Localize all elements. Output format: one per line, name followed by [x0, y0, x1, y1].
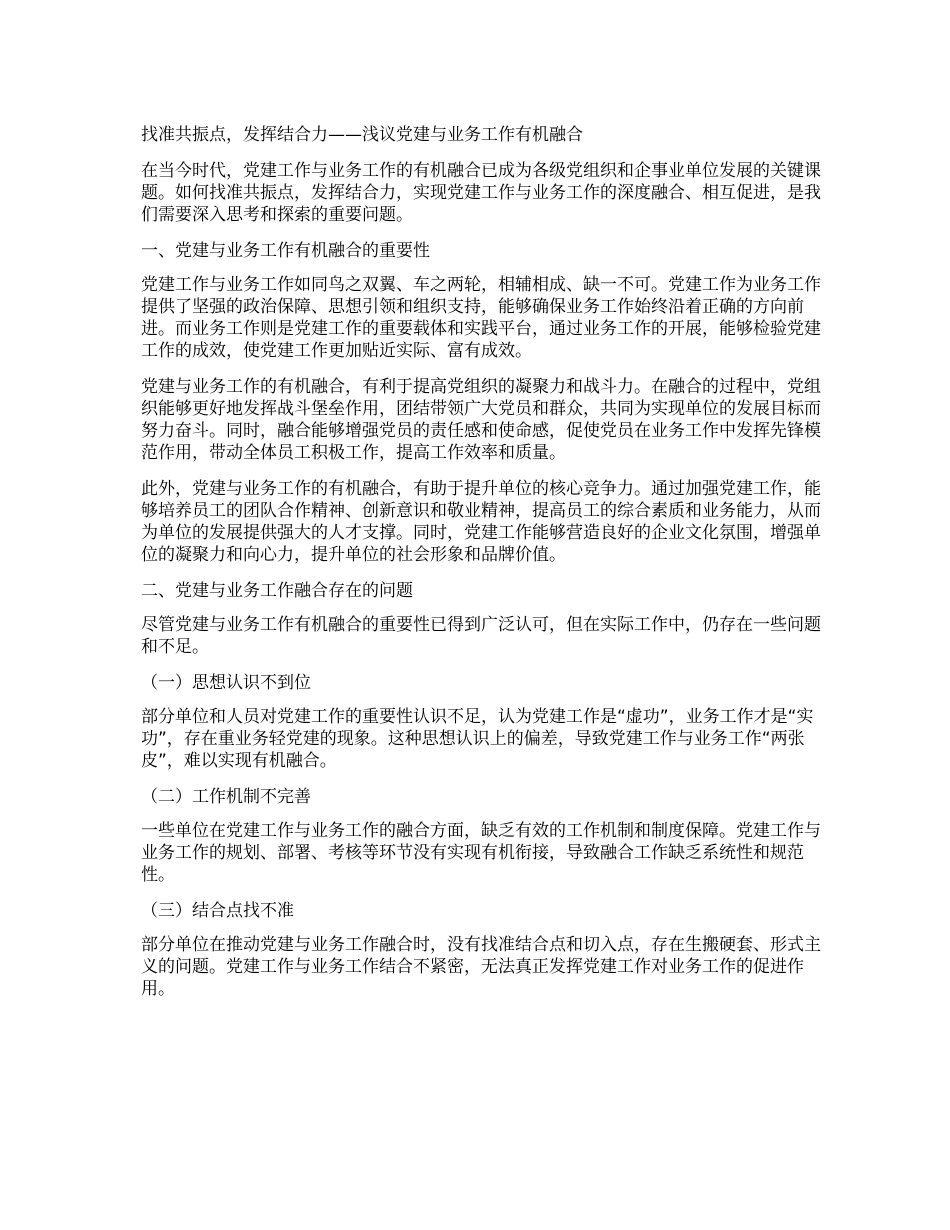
- subsection-1-paragraph: 部分单位和人员对党建工作的重要性认识不足，认为党建工作是“虚功”，业务工作才是“实功”，存在重业务轻党建的现象。这种思想认识上的偏差，导致党建工作与业务工作“两张皮”，难以实现有机融合。: [141, 707, 814, 771]
- subsection-heading-2: （二）工作机制不完善: [141, 787, 311, 807]
- subsection-3-paragraph: 部分单位在推动党建与业务工作融合时，没有找准结合点和切入点，存在生搬硬套、形式主义的问题。党建工作与业务工作结合不紧密，无法真正发挥党建工作对业务工作的促进作用。: [141, 935, 821, 999]
- section-1-paragraph-2: 党建与业务工作的有机融合，有利于提高党组织的凝聚力和战斗力。在融合的过程中，党组织能够更好地发挥战斗堡垒作用，团结带领广大党员和群众，共同为实现单位的发展目标而努力奋斗。同时，融合能够增强党员的责任感和使命感，促使党员在业务工作中发挥先锋模范作用，带动全体员工积极工作，提高工作效率和质量。: [141, 377, 821, 463]
- section-heading-2: 二、党建与业务工作融合存在的问题: [141, 581, 413, 601]
- subsection-2-paragraph: 一些单位在党建工作与业务工作的融合方面，缺乏有效的工作机制和制度保障。党建工作与业务工作的规划、部署、考核等环节没有实现有机衔接，导致融合工作缺乏系统性和规范性。: [141, 821, 821, 885]
- subsection-heading-3: （三）结合点找不准: [141, 901, 294, 921]
- section-1-paragraph-3: 此外，党建与业务工作的有机融合，有助于提升单位的核心竞争力。通过加强党建工作，能够培养员工的团队合作精神、创新意识和敬业精神，提高员工的综合素质和业务能力，从而为单位的发展提供强大的人才支撑。同时，党建工作能够营造良好的企业文化氛围，增强单位的凝聚力和向心力，提升单位的社会形象和品牌价值。: [141, 479, 821, 565]
- section-heading-1: 一、党建与业务工作有机融合的重要性: [141, 241, 430, 261]
- document-title: 找准共振点，发挥结合力——浅议党建与业务工作有机融合: [141, 125, 583, 145]
- section-2-intro: 尽管党建与业务工作有机融合的重要性已得到广泛认可，但在实际工作中，仍存在一些问题和不足。: [141, 615, 821, 657]
- subsection-heading-1: （一）思想认识不到位: [141, 673, 311, 693]
- document-content: [141, 124, 825, 1000]
- section-1-paragraph-1: 党建工作与业务工作如同鸟之双翼、车之两轮，相辅相成、缺一不可。党建工作为业务工作提供了坚强的政治保障、思想引领和组织支持，能够确保业务工作始终沿着正确的方向前进。而业务工作则是党建工作的重要载体和实践平台，通过业务工作的开展，能够检验党建工作的成效，使党建工作更加贴近实际、富有成效。: [141, 275, 821, 361]
- intro-paragraph: 在当今时代，党建工作与业务工作的有机融合已成为各级党组织和企事业单位发展的关键课题。如何找准共振点，发挥结合力，实现党建工作与业务工作的深度融合、相互促进，是我们需要深入思考和探索的重要问题。: [141, 161, 821, 225]
